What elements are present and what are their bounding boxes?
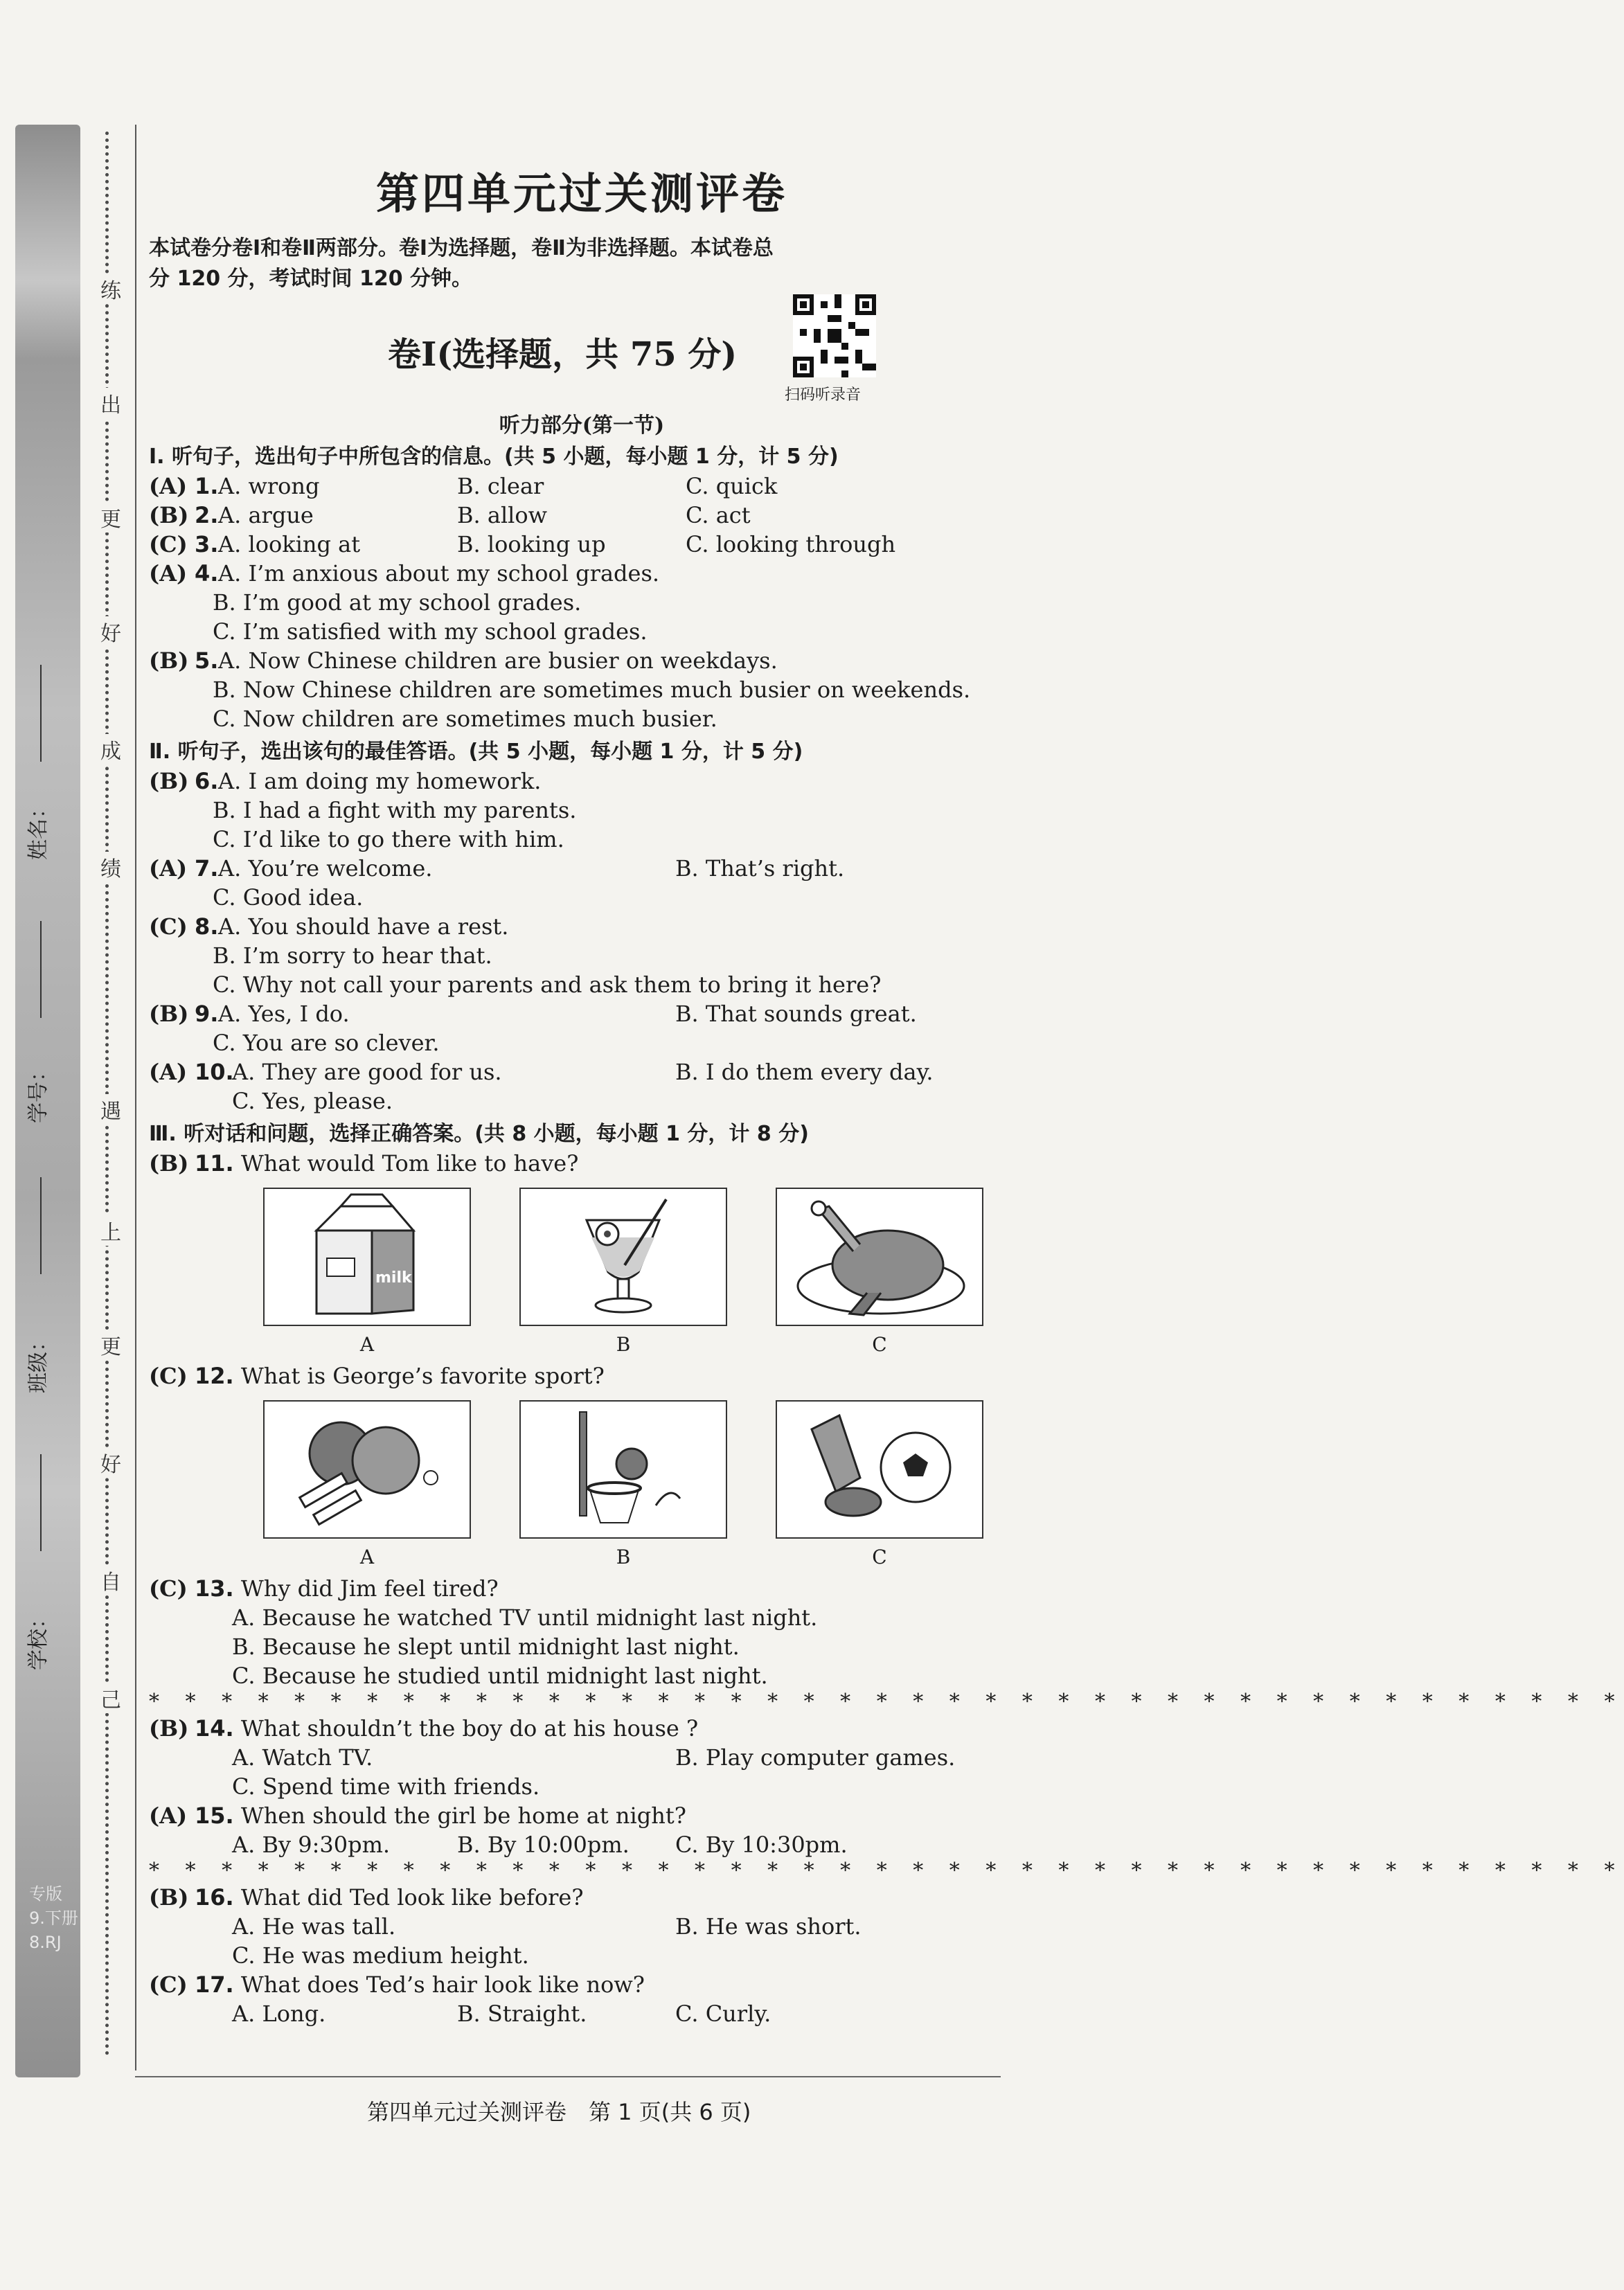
question-number: 11.	[195, 1150, 234, 1177]
field-name-label: 姓名：	[26, 798, 51, 860]
option-a[interactable]: A. Long.	[232, 2001, 326, 2027]
question-3	[149, 530, 1015, 559]
answer-mark: (B)	[149, 647, 189, 674]
option-b[interactable]: B. That’s right.	[675, 855, 845, 882]
question-10	[149, 1057, 1015, 1086]
option-a[interactable]: A. You should have a rest.	[218, 913, 509, 940]
margin-rule	[135, 125, 136, 2070]
option-b[interactable]: B. Play computer games.	[675, 1744, 956, 1771]
picture-option-c[interactable]	[776, 1188, 983, 1356]
question-text: What does Ted’s hair look like now?	[240, 1971, 645, 1998]
question-8	[149, 912, 1015, 941]
part-header	[149, 294, 1015, 404]
answer-mark: (A)	[149, 473, 188, 499]
edge-label-2: 9.下册	[29, 1908, 78, 1928]
school-line[interactable]	[40, 1454, 42, 1551]
option-a[interactable]: A. Watch TV.	[232, 1744, 373, 1771]
option-c[interactable]: C. Yes, please.	[232, 1088, 393, 1114]
question-9	[149, 999, 1015, 1028]
picture-option-a[interactable]	[263, 1400, 471, 1568]
motto-char: 更	[97, 1330, 125, 1360]
question-number: 16.	[195, 1884, 234, 1911]
star-divider: * * * * * * * * * * * * * * * * * * * * * * * * * * * * * * * * * * * * * * * * *	[149, 1690, 1624, 1714]
option-b[interactable]: B. Now Chinese children are sometimes much busier on weekends.	[213, 677, 971, 703]
picture-options-12	[263, 1400, 983, 1568]
option-c[interactable]: C. I’d like to go there with him.	[213, 826, 564, 852]
option-b[interactable]: B. Straight.	[457, 2001, 587, 2027]
picture-option-b[interactable]	[519, 1400, 727, 1568]
listening-heading: 听力部分(第一节)	[499, 413, 665, 438]
field-id-label: 学号：	[26, 1061, 51, 1123]
picture-label: C	[872, 1546, 887, 1568]
answer-mark: (A)	[149, 560, 188, 587]
question-number: 3.	[195, 531, 219, 557]
option-b[interactable]: B. clear	[457, 473, 544, 499]
question-12	[149, 1361, 1015, 1390]
option-c[interactable]: C. looking through	[686, 531, 896, 557]
option-a[interactable]: A. By 9:30pm.	[232, 1832, 391, 1858]
option-b[interactable]: B. Because he slept until midnight last night.	[232, 1634, 740, 1660]
intro-line-1: 本试卷分卷Ⅰ和卷Ⅱ两部分。卷Ⅰ为选择题，卷Ⅱ为非选择题。本试卷总	[149, 236, 774, 260]
option-a[interactable]: A. He was tall.	[232, 1913, 396, 1940]
option-c[interactable]: C. quick	[686, 473, 778, 499]
motto-char: 好	[97, 1447, 125, 1478]
option-b[interactable]: B. I had a fight with my parents.	[213, 797, 577, 823]
edge-label-1: 专版	[29, 1884, 62, 1904]
question-number: 4.	[195, 560, 219, 587]
question-4	[149, 559, 1015, 588]
option-b[interactable]: B. By 10:00pm.	[457, 1832, 630, 1858]
option-c[interactable]: C. Because he studied until midnight last night.	[232, 1663, 768, 1689]
motto-char: 出	[97, 388, 125, 418]
picture-label: C	[872, 1333, 887, 1356]
answer-mark: (B)	[149, 1150, 189, 1177]
question-5	[149, 646, 1015, 675]
basketball-image	[519, 1400, 727, 1539]
edge-label-3: 8.RJ	[29, 1933, 62, 1952]
option-c[interactable]: C. He was medium height.	[232, 1942, 529, 1969]
option-a[interactable]: A. I’m anxious about my school grades.	[218, 560, 660, 587]
motto-char: 上	[97, 1215, 125, 1246]
motto-char: 遇	[97, 1094, 125, 1125]
picture-label: B	[616, 1333, 631, 1356]
option-a[interactable]: A. argue	[218, 502, 314, 528]
option-c[interactable]: C. You are so clever.	[213, 1030, 440, 1056]
motto-char: 成	[97, 734, 125, 764]
option-b[interactable]: B. looking up	[457, 531, 606, 557]
question-number: 2.	[195, 502, 219, 528]
section-2-title: Ⅱ. 听句子，选出该句的最佳答语。(共 5 小题，每小题 1 分，计 5 分)	[149, 740, 803, 764]
option-a[interactable]: A. I am doing my homework.	[218, 768, 542, 794]
option-c[interactable]: C. act	[686, 502, 751, 528]
answer-mark: (B)	[149, 1884, 189, 1911]
roast-chicken-image	[776, 1188, 983, 1326]
answer-mark: (A)	[149, 855, 188, 882]
question-text: What would Tom like to have?	[240, 1150, 579, 1177]
option-c[interactable]: C. I’m satisfied with my school grades.	[213, 618, 648, 645]
field-class-label: 班级：	[26, 1331, 51, 1393]
id-line[interactable]	[40, 921, 42, 1018]
exam-page	[149, 159, 1624, 2028]
question-text: What did Ted look like before?	[240, 1884, 584, 1911]
picture-option-b[interactable]	[519, 1188, 727, 1356]
question-text: Why did Jim feel tired?	[240, 1575, 499, 1602]
question-16	[149, 1883, 1015, 1912]
question-number: 15.	[195, 1803, 234, 1829]
section-1-title: Ⅰ. 听句子，选出句子中所包含的信息。(共 5 小题，每小题 1 分，计 5 分)	[149, 445, 839, 469]
option-a[interactable]: A. Yes, I do.	[218, 1001, 350, 1027]
question-number: 6.	[195, 768, 219, 794]
motto-char: 练	[97, 274, 125, 304]
motto-char: 己	[97, 1683, 125, 1713]
answer-mark: (A)	[149, 1803, 188, 1829]
intro-line-2: 分 120 分，考试时间 120 分钟。	[149, 267, 473, 291]
star-divider: * * * * * * * * * * * * * * * * * * * * * * * * * * * * * * * * * * * * * * * * *	[149, 1859, 1624, 1883]
option-a[interactable]: A. Because he watched TV until midnight last night.	[232, 1604, 818, 1631]
option-c[interactable]: C. Spend time with friends.	[232, 1773, 540, 1800]
motto-char: 好	[97, 616, 125, 647]
page-title: 第四单元过关测评卷	[375, 168, 787, 219]
picture-label: A	[359, 1546, 375, 1568]
picture-label: B	[616, 1546, 631, 1568]
milk-carton-image	[263, 1188, 471, 1326]
option-c[interactable]: C. Curly.	[675, 2001, 771, 2027]
question-number: 12.	[195, 1363, 234, 1389]
class-line[interactable]	[40, 1177, 42, 1274]
option-b[interactable]: B. He was short.	[675, 1913, 862, 1940]
question-17	[149, 1970, 1015, 1999]
answer-mark: (C)	[149, 913, 188, 940]
answer-mark: (C)	[149, 531, 188, 557]
option-c[interactable]: C. By 10:30pm.	[675, 1832, 848, 1858]
question-13	[149, 1574, 1015, 1603]
question-11	[149, 1149, 1015, 1178]
table-tennis-image	[263, 1400, 471, 1539]
question-14	[149, 1714, 1015, 1743]
question-number: 5.	[195, 647, 219, 674]
option-a[interactable]: A. Now Chinese children are busier on weekdays.	[218, 647, 778, 674]
name-line[interactable]	[40, 665, 42, 762]
option-b[interactable]: B. I’m sorry to hear that.	[213, 942, 492, 969]
question-number: 9.	[195, 1001, 219, 1027]
question-15-options	[149, 1830, 1015, 1859]
option-c[interactable]: C. Now children are sometimes much busier.	[213, 706, 717, 732]
part-title: 卷Ⅰ(选择题，共 75 分)	[388, 335, 738, 374]
option-b[interactable]: B. allow	[457, 502, 548, 528]
answer-mark: (B)	[149, 1001, 189, 1027]
page-footer: 第四单元过关测评卷 第 1 页(共 6 页)	[367, 2099, 751, 2125]
picture-option-c[interactable]	[776, 1400, 983, 1568]
answer-mark: (B)	[149, 768, 189, 794]
option-b[interactable]: B. That sounds great.	[675, 1001, 917, 1027]
option-c[interactable]: C. Good idea.	[213, 884, 364, 911]
question-1	[149, 472, 1015, 501]
picture-label: A	[359, 1333, 375, 1356]
qr-caption: 扫码听录音	[785, 386, 862, 404]
field-school-label: 学校：	[26, 1608, 51, 1670]
question-number: 8.	[195, 913, 219, 940]
answer-mark: (C)	[149, 1575, 188, 1602]
option-a[interactable]: A. looking at	[218, 531, 361, 557]
answer-mark: (C)	[149, 1971, 188, 1998]
answer-mark: (C)	[149, 1363, 188, 1389]
question-number: 10.	[195, 1059, 234, 1085]
question-number: 13.	[195, 1575, 234, 1602]
juice-glass-image	[519, 1188, 727, 1326]
question-17-options	[149, 1999, 1015, 2028]
soccer-image	[776, 1400, 983, 1539]
question-number: 14.	[195, 1715, 234, 1742]
answer-mark: (A)	[149, 1059, 188, 1085]
answer-mark: (B)	[149, 502, 189, 528]
footer-rule	[135, 2076, 1001, 2077]
answer-mark: (B)	[149, 1715, 189, 1742]
section-3-title: Ⅲ. 听对话和问题，选择正确答案。(共 8 小题，每小题 1 分，计 8 分)	[149, 1122, 809, 1146]
question-16-options	[149, 1912, 1015, 1941]
question-number: 1.	[195, 473, 219, 499]
motto-char: 自	[97, 1565, 125, 1595]
option-a[interactable]: A. You’re welcome.	[218, 855, 433, 882]
option-b[interactable]: B. I do them every day.	[675, 1059, 934, 1085]
question-15	[149, 1801, 1015, 1830]
question-7	[149, 854, 1015, 883]
option-c[interactable]: C. Why not call your parents and ask them to bring it here?	[213, 972, 882, 998]
question-6	[149, 767, 1015, 796]
question-number: 17.	[195, 1971, 234, 1998]
question-text: When should the girl be home at night?	[240, 1803, 686, 1829]
question-number: 7.	[195, 855, 219, 882]
qr-code-icon[interactable]	[793, 294, 876, 377]
question-text: What shouldn’t the boy do at his house ?	[240, 1715, 699, 1742]
picture-options-11	[263, 1188, 983, 1356]
picture-option-a[interactable]	[263, 1188, 471, 1356]
option-a[interactable]: A. They are good for us.	[232, 1059, 502, 1085]
milk-label: milk	[375, 1269, 412, 1287]
motto-char: 更	[97, 502, 125, 533]
question-text: What is George’s favorite sport?	[240, 1363, 605, 1389]
question-2	[149, 501, 1015, 530]
motto-char: 绩	[97, 852, 125, 882]
option-b[interactable]: B. I’m good at my school grades.	[213, 589, 582, 616]
option-a[interactable]: A. wrong	[218, 473, 320, 499]
question-14-options	[149, 1743, 1015, 1772]
